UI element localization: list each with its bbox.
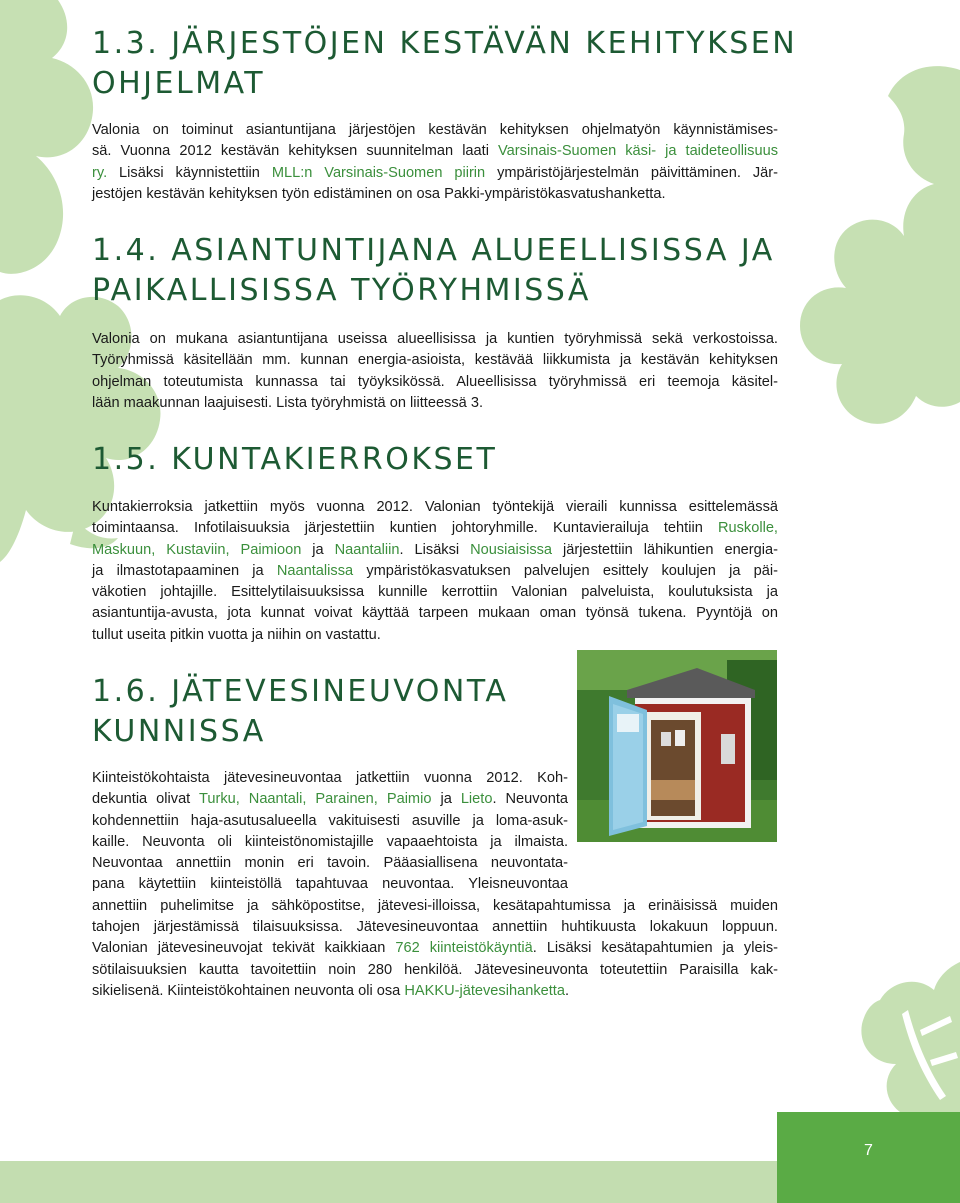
paragraph-line [92, 832, 568, 853]
heading-line: KUNNISSA [92, 714, 266, 749]
heading-line: 1.6. JÄTEVESINEUVONTA [92, 674, 509, 709]
paragraph-line [92, 350, 778, 371]
section-paragraph [92, 329, 778, 414]
text-run: Työryhmissä käsitellään mm. kunnan energia-asioista, kestävää liikkumista ja kestävän kehityksen [92, 352, 778, 369]
paragraph-line [92, 874, 568, 895]
paragraph-line [92, 811, 568, 832]
section-paragraph [92, 120, 778, 205]
heading-line: PAIKALLISISSA TYÖRYHMISSÄ [92, 273, 591, 308]
text-run: sötilaisuuksien kautta tavoitettiin noin 280 henkilöä. Jätevesineuvonta toteutettiin Paraisilla kak- [92, 961, 778, 978]
text-run: ohjelman toteutumista kunnassa tai työyksikössä. Alueellisissa työryhmissä eri teemoja käsitel- [92, 373, 778, 390]
text-run: järjestettiin lähikuntien energia- [552, 541, 778, 558]
heading-line: OHJELMAT [92, 66, 266, 101]
text-run: . Lisäksi kesätapahtumien ja yleis- [532, 940, 778, 957]
paragraph-line [92, 497, 778, 518]
text-run: toimintaansa. Infotilaisuuksia järjestettiin kuntien johtoryhmille. Kuntavierailuja tehtiin [92, 520, 718, 537]
section-heading [92, 672, 508, 752]
section-heading [92, 440, 497, 480]
paragraph-line [92, 329, 778, 350]
text-run: annettiin puhelimitse ja sähköpostitse, jätevesi-illoissa, kesätapahtumissa ja erinäisissä muiden [92, 897, 778, 914]
text-run: ja [431, 791, 461, 808]
text-run: väkotien johtajille. Esittelytilaisuuksissa kunnille kerrottiin Valonian palveluista, koulutuksista ja [92, 584, 778, 601]
paragraph-line [92, 141, 778, 162]
paragraph-line [92, 582, 778, 603]
link-text[interactable]: Naantaliin [334, 541, 400, 558]
link-text[interactable]: Lieto [460, 791, 493, 808]
heading-line: 1.4. ASIANTUNTIJANA ALUEELLISISSA JA [92, 233, 775, 268]
text-run: . Neuvonta [492, 791, 568, 808]
text-run: tahojen järjestämissä tilaisuuksissa. Jätevesineuvontaa annettiin huhtikuusta lokakuun loppuun. [92, 919, 778, 936]
text-run: . [564, 982, 570, 999]
paragraph-line [92, 518, 778, 539]
paragraph-line [92, 372, 778, 393]
heading-line: 1.5. KUNTAKIERROKSET [92, 442, 498, 477]
text-run: Neuvontaa annettiin monin eri tavoin. Pääasiallisena neuvontata- [92, 855, 568, 872]
section-heading [92, 24, 797, 104]
text-run: ympäristökasvatuksen palvelujen esittely koulujen ja päi- [353, 562, 778, 579]
link-text[interactable]: Varsinais-Suomen käsi- ja taideteollisuus [498, 143, 779, 160]
text-run: Valonian jätevesineuvojat tekivät kaikkiaan [92, 940, 396, 957]
footer-band [0, 1161, 777, 1203]
text-run: . Lisäksi [399, 541, 471, 558]
text-run: sä. Vuonna 2012 kestävän kehityksen suunnitelman laati [92, 143, 499, 160]
paragraph-line [92, 603, 778, 624]
link-text[interactable]: Nousiaisissa [470, 541, 553, 558]
text-run: tullut useita pitkin vuotta ja niihin on vastattu. [92, 626, 381, 643]
link-text[interactable]: MLL:n Varsinais-Suomen piirin [271, 164, 486, 181]
text-run: lään maakunnan laajuisesti. Lista työryhmistä on liitteessä 3. [92, 394, 483, 411]
paragraph-line [92, 393, 778, 414]
text-run: kaille. Neuvonta oli kiinteistönomistajille vapaaehtoista ja ilmaista. [92, 833, 568, 850]
paragraph-line [92, 789, 568, 810]
paragraph-line [92, 853, 568, 874]
paragraph-line [92, 625, 778, 646]
heading-line: 1.3. JÄRJESTÖJEN KESTÄVÄN KEHITYKSEN [92, 26, 798, 61]
link-text[interactable]: Maskuun, Kustaviin, Paimioon [92, 541, 302, 558]
text-run: ympäristöjärjestelmän päivittäminen. Jär- [485, 164, 778, 181]
text-run: Kiinteistökohtaista jätevesineuvontaa jatkettiin vuonna 2012. Koh- [92, 770, 568, 786]
link-text[interactable]: 762 kiinteistökäyntiä [395, 940, 533, 957]
section-paragraph [92, 497, 778, 646]
paragraph-line [92, 540, 778, 561]
text-run: pana käytettiin kiinteistöllä tapahtuvaa neuvontaa. Yleisneuvontaa [92, 876, 568, 893]
section-paragraph [92, 768, 778, 1002]
text-run: Lisäksi käynnistettiin [107, 164, 272, 181]
link-text[interactable]: Turku, Naantali, Parainen, Paimio [198, 791, 432, 808]
text-run: Valonia on toiminut asiantuntijana järjestöjen kestävän kehityksen ohjelmatyön käynnistämises- [92, 122, 778, 138]
paragraph-line [92, 981, 778, 1002]
text-run: kohdennettiin haja-asutusalueella vakituisesti asuville ja loma-asuk- [92, 812, 568, 829]
text-run: jestöjen kestävän kehityksen työn edistäminen on osa Pakki-ympäristökasvatushanketta. [92, 185, 666, 202]
text-run: asiantuntija-avusta, jota kunnat voivat käyttää tarpeen mukaan oman työnsä tukena. Pyyntöjä on [92, 605, 778, 622]
page-number: 7 [864, 1142, 873, 1159]
link-text[interactable]: ry. [92, 164, 108, 181]
paragraph-line [92, 768, 568, 789]
text-run: sikielisenä. Kiinteistökohtainen neuvonta oli osa [92, 982, 405, 999]
paragraph-line [92, 960, 778, 981]
text-run: Valonia on mukana asiantuntijana useissa alueellisissa ja kuntien työryhmissä sekä verkostoissa. [92, 331, 778, 347]
paragraph-line [92, 184, 778, 205]
link-text[interactable]: HAKKU-jätevesihanketta [404, 982, 565, 999]
paragraph-line [92, 163, 778, 184]
link-text[interactable]: Ruskolle, [717, 520, 778, 537]
paragraph-line [92, 917, 778, 938]
paragraph-line [92, 896, 778, 917]
page-number-box [777, 1112, 960, 1203]
paragraph-line [92, 561, 778, 582]
text-run: dekuntia olivat [92, 791, 199, 808]
text-run: Kuntakierroksia jatkettiin myös vuonna 2012. Valonian työntekijä vieraili kunnissa esittelemässä [92, 499, 778, 515]
paragraph-line [92, 120, 778, 141]
text-run: ja [301, 541, 335, 558]
link-text[interactable]: Naantalissa [276, 562, 354, 579]
paragraph-line [92, 938, 778, 959]
text-run: ja ilmastotapaaminen ja [92, 562, 277, 579]
section-heading [92, 231, 775, 311]
